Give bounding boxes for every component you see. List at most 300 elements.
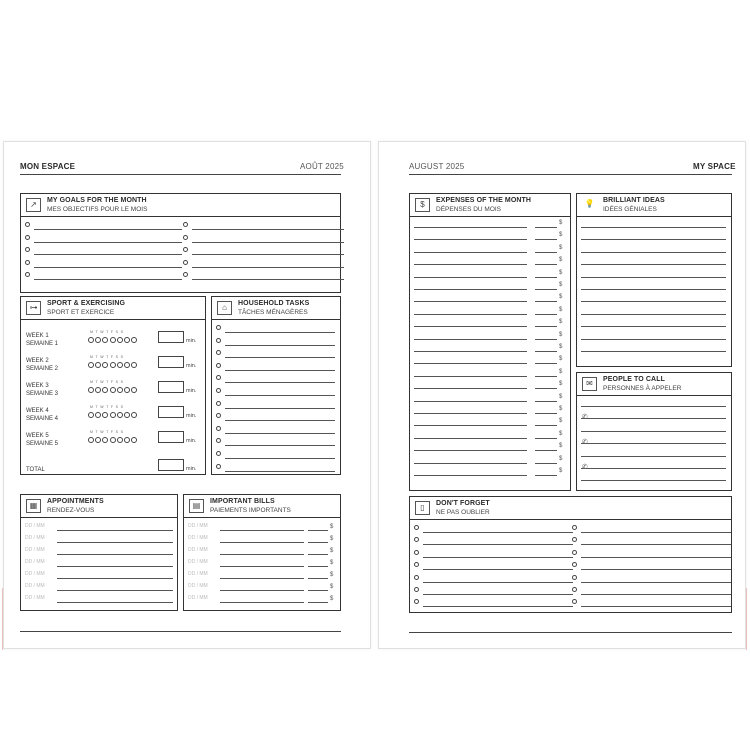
write-line[interactable] [581, 456, 726, 457]
amount-line[interactable] [535, 438, 557, 439]
day-check-circle[interactable] [131, 337, 137, 343]
write-line[interactable] [581, 277, 726, 278]
amount-line[interactable] [535, 264, 557, 265]
write-line[interactable] [57, 554, 173, 555]
left-page [3, 141, 371, 649]
goals-title: MY GOALS FOR THE MONTH [47, 197, 147, 204]
checkbox-circle[interactable] [25, 235, 30, 240]
checkbox-circle[interactable] [216, 338, 221, 343]
write-line[interactable] [423, 594, 573, 595]
date-placeholder: DD / MM [188, 535, 208, 541]
chat-icon: ✉ [582, 377, 597, 391]
page-fold-right [746, 588, 747, 650]
minutes-box[interactable] [158, 431, 184, 443]
currency-symbol: $ [559, 455, 563, 462]
checkbox-circle[interactable] [216, 325, 221, 330]
write-line[interactable] [225, 433, 335, 434]
amount-line[interactable] [535, 301, 557, 302]
checkbox-circle[interactable] [216, 375, 221, 380]
write-line[interactable] [414, 401, 527, 402]
write-line[interactable] [581, 532, 731, 533]
checkbox-circle[interactable] [216, 350, 221, 355]
phone-icon: ✆ [582, 464, 588, 471]
checkbox-circle[interactable] [216, 438, 221, 443]
write-line[interactable] [225, 445, 335, 446]
amount-line[interactable] [535, 376, 557, 377]
write-line[interactable] [581, 301, 726, 302]
write-line[interactable] [220, 602, 304, 603]
write-line[interactable] [225, 382, 335, 383]
day-check-circle[interactable] [124, 412, 130, 418]
write-line[interactable] [414, 388, 527, 389]
amount-line[interactable] [535, 339, 557, 340]
write-line[interactable] [414, 314, 527, 315]
write-line[interactable] [225, 420, 335, 421]
write-line[interactable] [581, 468, 726, 469]
date-placeholder: DD / MM [188, 547, 208, 553]
house-icon: ⌂ [217, 301, 232, 315]
write-line[interactable] [581, 418, 726, 419]
checkbox-circle[interactable] [572, 562, 577, 567]
currency-symbol: $ [559, 220, 563, 226]
currency-symbol: $ [330, 536, 334, 542]
write-line[interactable] [192, 242, 344, 243]
write-line[interactable] [414, 413, 527, 414]
sport-header [21, 297, 205, 320]
bills-subtitle: PAIEMENTS IMPORTANTS [210, 507, 291, 514]
bills-title: IMPORTANT BILLS [210, 498, 275, 505]
ideas-header [577, 194, 731, 217]
write-line[interactable] [581, 569, 731, 570]
write-line[interactable] [414, 351, 527, 352]
sport-total-box[interactable] [158, 459, 184, 471]
appointments-section [20, 494, 178, 611]
currency-symbol: $ [559, 393, 563, 400]
sport-subtitle: SPORT ET EXERCICE [47, 309, 115, 316]
write-line[interactable] [581, 339, 726, 340]
appointments-subtitle: RENDEZ-VOUS [47, 507, 95, 514]
sport-week-label [26, 432, 58, 448]
day-check-circle[interactable] [117, 362, 123, 368]
write-line[interactable] [581, 606, 731, 607]
weekday-letters: MTWTFSS [90, 405, 126, 409]
day-check-circle[interactable] [124, 387, 130, 393]
currency-symbol: $ [559, 356, 563, 363]
currency-symbol: $ [559, 381, 563, 388]
write-line[interactable] [414, 425, 527, 426]
date-placeholder: DD / MM [25, 583, 45, 589]
sport-section [20, 296, 206, 475]
household-subtitle: TÂCHES MÉNAGÈRES [238, 309, 308, 316]
day-check-circle[interactable] [88, 362, 94, 368]
calendar-icon: ▦ [26, 499, 41, 513]
write-line[interactable] [414, 475, 527, 476]
day-check-circle[interactable] [124, 337, 130, 343]
write-line[interactable] [225, 458, 335, 459]
checkbox-circle[interactable] [572, 587, 577, 592]
write-line[interactable] [220, 590, 304, 591]
ideas-subtitle: IDÉES GÉNIALES [603, 206, 657, 213]
day-check-circle[interactable] [102, 337, 108, 343]
write-line[interactable] [57, 530, 173, 531]
checkbox-circle[interactable] [216, 451, 221, 456]
day-check-circle[interactable] [110, 412, 116, 418]
write-line[interactable] [423, 606, 573, 607]
header-rule [20, 174, 341, 175]
day-check-circle[interactable] [95, 437, 101, 443]
day-check-circle[interactable] [131, 437, 137, 443]
day-check-circle[interactable] [124, 437, 130, 443]
phone-icon: ✆ [582, 414, 588, 421]
amount-line[interactable] [535, 289, 557, 290]
date-placeholder: DD / MM [188, 583, 208, 589]
day-check-circle[interactable] [95, 412, 101, 418]
checkbox-circle[interactable] [572, 575, 577, 580]
day-check-circle[interactable] [117, 387, 123, 393]
write-line[interactable] [414, 463, 527, 464]
week-label-fr: SEMAINE 4 [26, 416, 59, 422]
write-line[interactable] [581, 351, 726, 352]
write-line[interactable] [225, 332, 335, 333]
currency-symbol: $ [559, 368, 563, 375]
write-line[interactable] [57, 566, 173, 567]
day-check-circle[interactable] [88, 437, 94, 443]
note-icon: ▯ [415, 501, 430, 515]
write-line[interactable] [225, 357, 335, 358]
write-line[interactable] [34, 254, 182, 255]
write-line[interactable] [57, 578, 173, 579]
currency-symbol: $ [559, 443, 563, 450]
amount-line[interactable] [535, 252, 557, 253]
expenses-title: EXPENSES OF THE MONTH [436, 197, 532, 204]
write-line[interactable] [423, 557, 573, 558]
day-check-circle[interactable] [102, 437, 108, 443]
forget-header [410, 497, 731, 520]
amount-line[interactable] [308, 602, 328, 603]
write-line[interactable] [220, 566, 304, 567]
right-page [378, 141, 746, 649]
amount-line[interactable] [535, 425, 557, 426]
checkbox-circle[interactable] [216, 401, 221, 406]
lightbulb-icon: 💡 [584, 199, 595, 208]
write-line[interactable] [414, 227, 527, 228]
day-check-circle[interactable] [95, 387, 101, 393]
ideas-section [576, 193, 732, 367]
write-line[interactable] [414, 438, 527, 439]
write-line[interactable] [220, 542, 304, 543]
week-label-en: WEEK 5 [26, 433, 49, 439]
write-line[interactable] [414, 363, 527, 364]
write-line[interactable] [414, 326, 527, 327]
currency-symbol: $ [559, 468, 563, 474]
sport-total-unit: min. [186, 466, 197, 472]
write-line[interactable] [414, 252, 527, 253]
write-line[interactable] [57, 602, 173, 603]
amount-line[interactable] [535, 363, 557, 364]
write-line[interactable] [581, 252, 726, 253]
write-line[interactable] [220, 530, 304, 531]
day-check-circle[interactable] [131, 412, 137, 418]
day-check-circle[interactable] [124, 362, 130, 368]
bills-header [184, 495, 340, 518]
write-line[interactable] [57, 590, 173, 591]
dumbbell-icon: ⊶ [26, 301, 41, 315]
day-check-circle[interactable] [88, 387, 94, 393]
week-label-fr: SEMAINE 3 [26, 391, 59, 397]
date-placeholder: DD / MM [25, 547, 45, 553]
day-check-circle[interactable] [131, 387, 137, 393]
write-line[interactable] [220, 554, 304, 555]
sport-week-label [26, 332, 58, 348]
left-header-month: AOÛT 2025 [300, 162, 344, 171]
goals-section [20, 193, 341, 293]
write-line[interactable] [581, 406, 726, 407]
call-section [576, 372, 732, 491]
sport-week-label [26, 407, 58, 423]
bill-icon: ▤ [189, 499, 204, 513]
expenses-subtitle: DÉPENSES DU MOIS [436, 206, 502, 213]
expenses-section [409, 193, 571, 491]
day-check-circle[interactable] [95, 337, 101, 343]
minutes-box[interactable] [158, 381, 184, 393]
weekday-letters: MTWTFSS [90, 355, 126, 359]
write-line[interactable] [581, 544, 731, 545]
checkbox-circle[interactable] [414, 562, 419, 567]
minutes-box[interactable] [158, 406, 184, 418]
write-line[interactable] [414, 301, 527, 302]
day-check-circle[interactable] [88, 337, 94, 343]
day-check-circle[interactable] [95, 362, 101, 368]
write-line[interactable] [225, 395, 335, 396]
checkbox-circle[interactable] [183, 247, 188, 252]
weekday-letters: MTWTFSS [90, 430, 126, 434]
write-line[interactable] [423, 532, 573, 533]
date-placeholder: DD / MM [188, 523, 208, 529]
write-line[interactable] [192, 267, 344, 268]
checkbox-circle[interactable] [216, 464, 221, 469]
household-header [212, 297, 340, 320]
checkbox-circle[interactable] [216, 413, 221, 418]
write-line[interactable] [581, 264, 726, 265]
write-line[interactable] [423, 582, 573, 583]
day-check-circle[interactable] [117, 437, 123, 443]
day-check-circle[interactable] [102, 387, 108, 393]
checkbox-circle[interactable] [183, 235, 188, 240]
write-line[interactable] [414, 264, 527, 265]
amount-line[interactable] [535, 413, 557, 414]
write-line[interactable] [414, 339, 527, 340]
write-line[interactable] [192, 229, 344, 230]
checkbox-circle[interactable] [25, 247, 30, 252]
checkbox-circle[interactable] [414, 599, 419, 604]
amount-line[interactable] [308, 578, 328, 579]
bills-section [183, 494, 341, 611]
checkbox-circle[interactable] [414, 587, 419, 592]
week-label-en: WEEK 3 [26, 383, 49, 389]
write-line[interactable] [423, 569, 573, 570]
amount-line[interactable] [308, 542, 328, 543]
household-title: HOUSEHOLD TASKS [238, 300, 310, 307]
currency-symbol: $ [330, 572, 334, 578]
right-header-month: AUGUST 2025 [409, 162, 465, 171]
write-line[interactable] [581, 431, 726, 432]
checkbox-circle[interactable] [25, 222, 30, 227]
checkbox-circle[interactable] [414, 575, 419, 580]
forget-subtitle: NE PAS OUBLIER [436, 509, 490, 516]
write-line[interactable] [581, 557, 731, 558]
write-line[interactable] [34, 242, 182, 243]
footer-rule [20, 631, 341, 632]
write-line[interactable] [581, 443, 726, 444]
currency-symbol: $ [559, 430, 563, 437]
checkbox-circle[interactable] [216, 363, 221, 368]
date-placeholder: DD / MM [188, 595, 208, 601]
currency-symbol: $ [559, 319, 563, 326]
date-placeholder: DD / MM [25, 535, 45, 541]
amount-line[interactable] [535, 314, 557, 315]
write-line[interactable] [414, 239, 527, 240]
write-line[interactable] [57, 542, 173, 543]
household-section [211, 296, 341, 475]
day-check-circle[interactable] [102, 362, 108, 368]
amount-line[interactable] [308, 530, 328, 531]
amount-line[interactable] [535, 351, 557, 352]
write-line[interactable] [414, 289, 527, 290]
day-check-circle[interactable] [110, 437, 116, 443]
date-placeholder: DD / MM [25, 559, 45, 565]
checkbox-circle[interactable] [572, 525, 577, 530]
day-check-circle[interactable] [102, 412, 108, 418]
currency-symbol: $ [330, 584, 334, 590]
minutes-unit: min. [186, 388, 197, 394]
write-line[interactable] [581, 326, 726, 327]
checkbox-circle[interactable] [572, 599, 577, 604]
expenses-header [410, 194, 570, 217]
date-placeholder: DD / MM [188, 559, 208, 565]
day-check-circle[interactable] [88, 412, 94, 418]
goals-subtitle: MES OBJECTIFS POUR LE MOIS [47, 206, 148, 213]
day-check-circle[interactable] [117, 337, 123, 343]
week-label-fr: SEMAINE 1 [26, 341, 59, 347]
currency-symbol: $ [330, 560, 334, 566]
week-label-fr: SEMAINE 2 [26, 366, 59, 372]
currency-symbol: $ [330, 524, 334, 530]
write-line[interactable] [581, 239, 726, 240]
write-line[interactable] [34, 279, 182, 280]
footer-rule [409, 632, 732, 633]
write-line[interactable] [225, 471, 335, 472]
forget-section [409, 496, 732, 613]
write-line[interactable] [581, 314, 726, 315]
day-check-circle[interactable] [110, 337, 116, 343]
day-check-circle[interactable] [131, 362, 137, 368]
weekday-letters: MTWTFSS [90, 330, 126, 334]
write-line[interactable] [414, 277, 527, 278]
left-header-title: MON ESPACE [20, 162, 76, 171]
write-line[interactable] [220, 578, 304, 579]
write-line[interactable] [423, 544, 573, 545]
minutes-box[interactable] [158, 356, 184, 368]
write-line[interactable] [225, 408, 335, 409]
checkbox-circle[interactable] [25, 260, 30, 265]
right-header-title: MY SPACE [693, 162, 736, 171]
money-icon: $ [415, 198, 430, 212]
checkbox-circle[interactable] [414, 550, 419, 555]
checkbox-circle[interactable] [183, 272, 188, 277]
amount-line[interactable] [308, 590, 328, 591]
checkbox-circle[interactable] [183, 260, 188, 265]
sport-total-label: TOTAL [26, 467, 45, 473]
write-line[interactable] [34, 229, 182, 230]
goals-header [21, 194, 340, 217]
minutes-unit: min. [186, 438, 197, 444]
ideas-title: BRILLIANT IDEAS [603, 197, 665, 204]
currency-symbol: $ [330, 596, 334, 602]
date-placeholder: DD / MM [188, 571, 208, 577]
write-line[interactable] [192, 279, 344, 280]
amount-line[interactable] [535, 326, 557, 327]
call-header [577, 373, 731, 396]
checkbox-circle[interactable] [216, 426, 221, 431]
week-label-en: WEEK 2 [26, 358, 49, 364]
day-check-circle[interactable] [117, 412, 123, 418]
date-placeholder: DD / MM [25, 595, 45, 601]
checkbox-circle[interactable] [216, 388, 221, 393]
write-line[interactable] [581, 227, 726, 228]
write-line[interactable] [192, 254, 344, 255]
appointments-title: APPOINTMENTS [47, 498, 104, 505]
amount-line[interactable] [535, 475, 557, 476]
day-check-circle[interactable] [110, 362, 116, 368]
checkbox-circle[interactable] [414, 525, 419, 530]
checkbox-circle[interactable] [572, 537, 577, 542]
chart-icon: ↗ [26, 198, 41, 212]
checkbox-circle[interactable] [572, 550, 577, 555]
currency-symbol: $ [330, 548, 334, 554]
write-line[interactable] [581, 289, 726, 290]
day-check-circle[interactable] [110, 387, 116, 393]
write-line[interactable] [414, 450, 527, 451]
write-line[interactable] [414, 376, 527, 377]
write-line[interactable] [581, 582, 731, 583]
week-label-fr: SEMAINE 5 [26, 441, 59, 447]
minutes-box[interactable] [158, 331, 184, 343]
write-line[interactable] [34, 267, 182, 268]
sport-title: SPORT & EXERCISING [47, 300, 126, 307]
write-line[interactable] [581, 594, 731, 595]
amount-line[interactable] [535, 401, 557, 402]
amount-line[interactable] [535, 388, 557, 389]
currency-symbol: $ [559, 257, 563, 264]
week-label-en: WEEK 4 [26, 408, 49, 414]
amount-line[interactable] [535, 227, 557, 228]
amount-line[interactable] [535, 277, 557, 278]
currency-symbol: $ [559, 344, 563, 350]
date-placeholder: DD / MM [25, 523, 45, 529]
checkbox-circle[interactable] [183, 222, 188, 227]
amount-line[interactable] [535, 450, 557, 451]
write-line[interactable] [225, 370, 335, 371]
amount-line[interactable] [308, 554, 328, 555]
checkbox-circle[interactable] [414, 537, 419, 542]
call-subtitle: PERSONNES À APPELER [603, 385, 682, 392]
amount-line[interactable] [535, 239, 557, 240]
write-line[interactable] [581, 480, 726, 481]
amount-line[interactable] [308, 566, 328, 567]
write-line[interactable] [225, 345, 335, 346]
checkbox-circle[interactable] [25, 272, 30, 277]
amount-line[interactable] [535, 463, 557, 464]
